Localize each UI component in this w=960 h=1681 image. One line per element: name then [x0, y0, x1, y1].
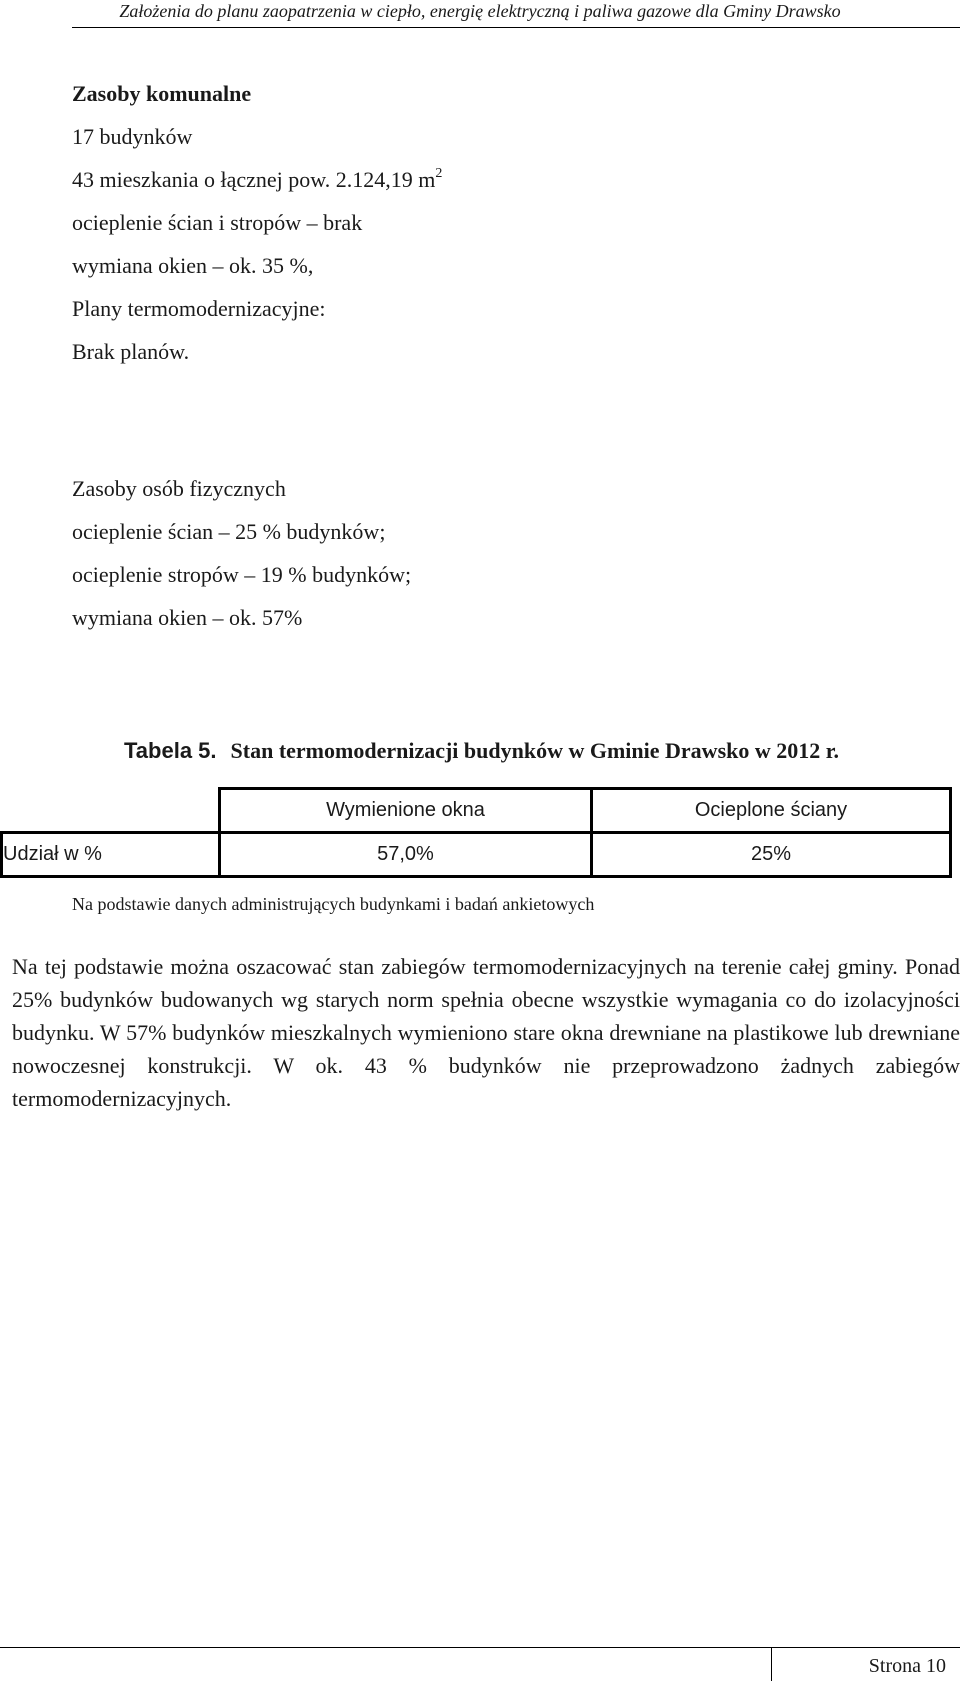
table-caption-label: Tabela 5. — [124, 738, 217, 763]
table-row-label: Udział w % — [2, 833, 220, 877]
table-value-walls: 25% — [591, 833, 950, 877]
table-corner-cell — [2, 789, 220, 833]
footer-rule — [0, 1647, 960, 1648]
communal-plans-label: Plany termomodernizacyjne: — [72, 296, 326, 321]
table-row — [2, 833, 951, 877]
body-paragraph: Na tej podstawie można oszacować stan zabiegów termomodernizacyjnych na terenie całej gminy. Ponad 25% budynków budowanych wg starych norm spełnia obecne wszystkie wymagania co do izolacyjności budynku. W 57% budynków mieszkalnych wymieniono stare okna drewniane na plastikowe lub drewniane nowoczesnej konstrukcji. W ok. 43 % budynków nie przeprowadzono żadnych zabiegów termomodernizacyjnych. — [12, 954, 960, 1111]
private-windows: wymiana okien – ok. 57% — [72, 605, 303, 630]
private-heading: Zasoby osób fizycznych — [72, 476, 286, 501]
page-number: Strona 10 — [868, 1655, 946, 1677]
footer-divider — [771, 1647, 772, 1681]
page-header: Założenia do planu zaopatrzenia w ciepło, energię elektryczną i paliwa gazowe dla Gminy Drawsko — [119, 1, 841, 21]
thermo-table — [0, 787, 952, 878]
communal-buildings: 17 budynków — [72, 124, 193, 149]
communal-insulation: ocieplenie ścian i stropów – brak — [72, 210, 363, 235]
table-caption — [124, 738, 839, 764]
table-header-windows: Wymienione okna — [220, 789, 592, 833]
table-caption-title: Stan termomodernizacji budynków w Gminie Drawsko w 2012 r. — [230, 738, 840, 763]
table-value-windows: 57,0% — [220, 833, 592, 877]
header-rule — [72, 27, 960, 28]
communal-heading: Zasoby komunalne — [72, 81, 252, 106]
communal-flats-text: 43 mieszkania o łącznej pow. 2.124,19 m — [72, 167, 436, 192]
communal-plans-value: Brak planów. — [72, 339, 190, 364]
private-walls: ocieplenie ścian – 25 % budynków; — [72, 519, 386, 544]
private-ceilings: ocieplenie stropów – 19 % budynków; — [72, 562, 412, 587]
communal-flats-sup: 2 — [435, 166, 443, 181]
table-header-row — [2, 789, 951, 833]
table-header-walls: Ocieplone ściany — [591, 789, 950, 833]
table-source-note: Na podstawie danych administrujących budynkami i badań ankietowych — [72, 894, 595, 914]
communal-flats — [72, 167, 442, 193]
communal-windows: wymiana okien – ok. 35 %, — [72, 253, 314, 278]
